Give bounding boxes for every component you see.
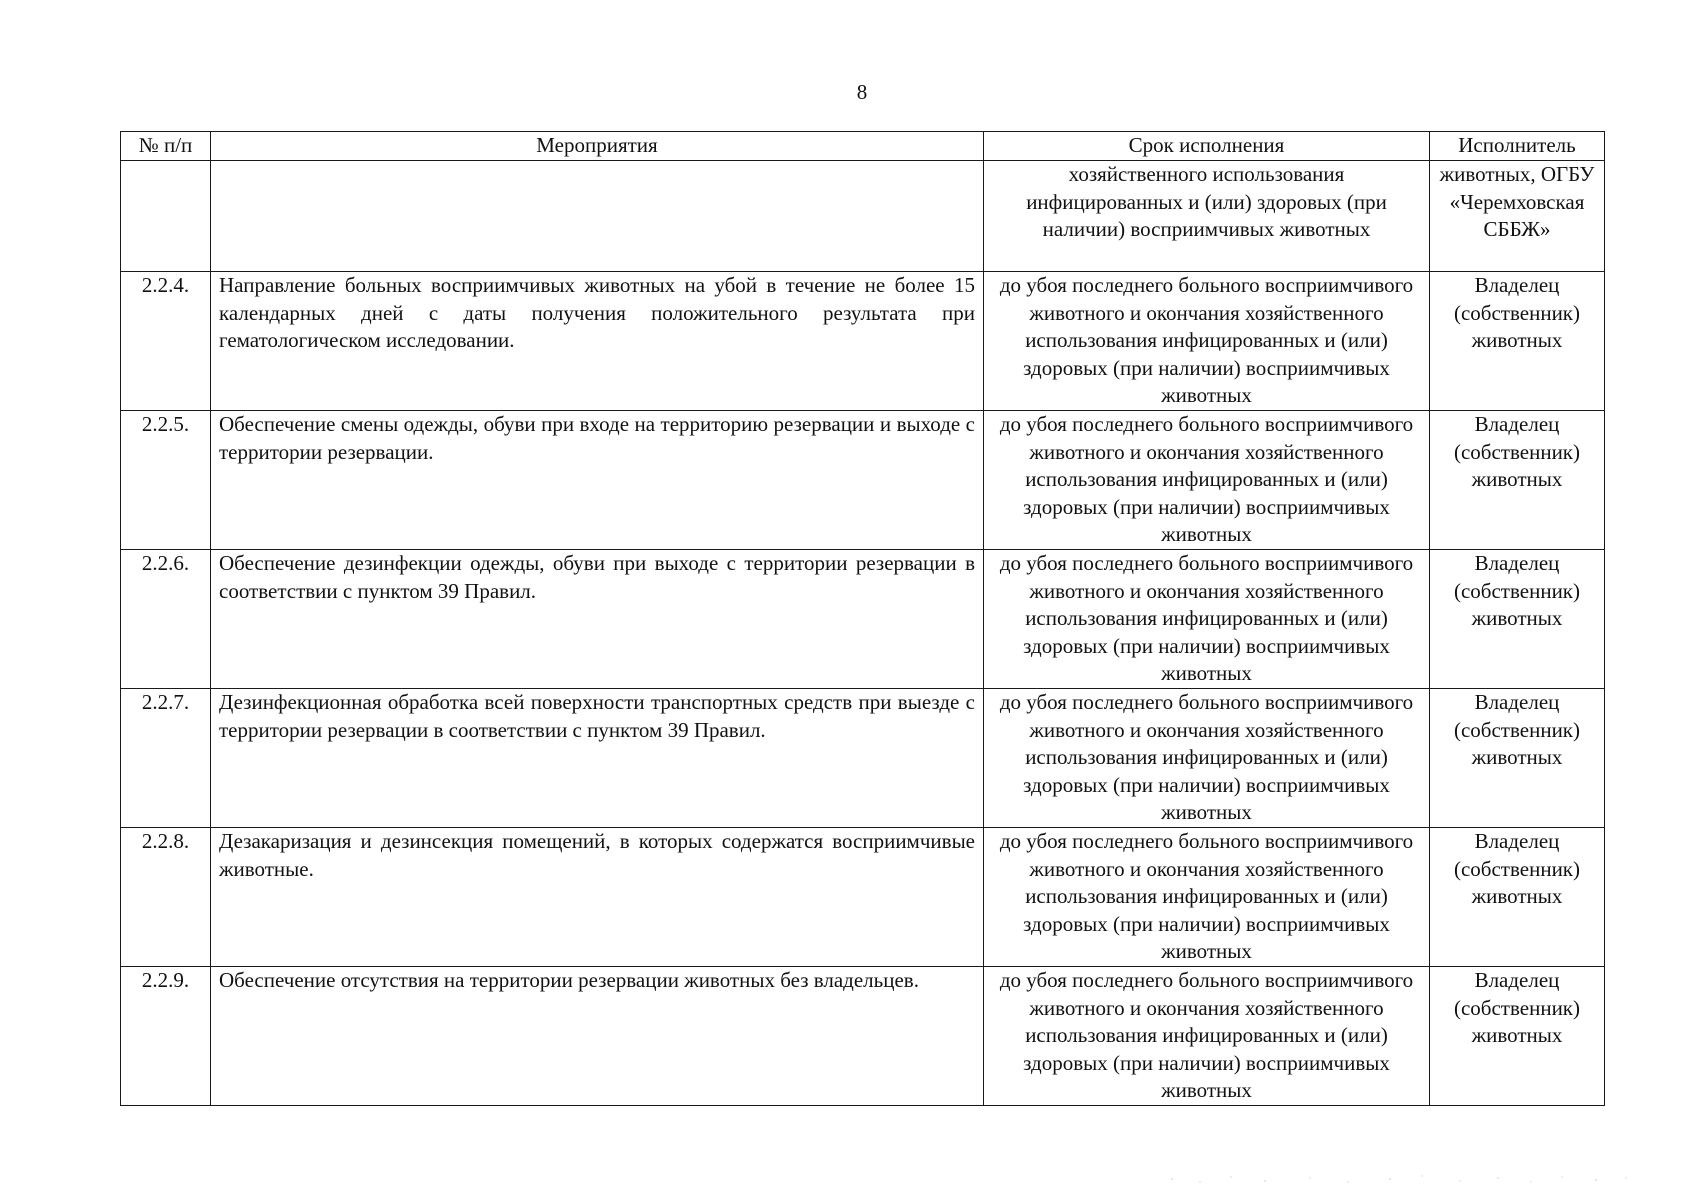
cell-num: 2.2.4. bbox=[121, 272, 211, 411]
activities-table bbox=[120, 131, 1605, 1106]
scan-noise bbox=[1160, 1170, 1640, 1188]
cell-term: до убоя последнего больного восприимчивого животного и окончания хозяйственного использования инфицированных и (или) здоровых (при наличии) восприимчивых животных bbox=[984, 689, 1430, 828]
cell-activity: Обеспечение смены одежды, обуви при входе на территорию резервации и выходе с территории резервации. bbox=[211, 411, 984, 550]
cell-executor: Владелец (собственник) животных bbox=[1430, 272, 1605, 411]
cell-executor: Владелец (собственник) животных bbox=[1430, 828, 1605, 967]
cell-num: 2.2.9. bbox=[121, 967, 211, 1106]
cell-activity: Дезинфекционная обработка всей поверхности транспортных средств при выезде с территории резервации в соответствии с пунктом 39 Правил. bbox=[211, 689, 984, 828]
table-row bbox=[121, 272, 1605, 411]
cell-num: 2.2.7. bbox=[121, 689, 211, 828]
cell-num: 2.2.8. bbox=[121, 828, 211, 967]
page-number: 8 bbox=[856, 80, 868, 104]
cell-term: до убоя последнего больного восприимчивого животного и окончания хозяйственного использования инфицированных и (или) здоровых (при наличии) восприимчивых животных bbox=[984, 272, 1430, 411]
cell-term: до убоя последнего больного восприимчивого животного и окончания хозяйственного использования инфицированных и (или) здоровых (при наличии) восприимчивых животных bbox=[984, 550, 1430, 689]
cell-term: хозяйственного использования инфицированных и (или) здоровых (при наличии) восприимчивых животных bbox=[984, 161, 1430, 272]
table-row bbox=[121, 828, 1605, 967]
cell-activity: Обеспечение дезинфекции одежды, обуви при выходе с территории резервации в соответствии с пунктом 39 Правил. bbox=[211, 550, 984, 689]
cell-term: до убоя последнего больного восприимчивого животного и окончания хозяйственного использования инфицированных и (или) здоровых (при наличии) восприимчивых животных bbox=[984, 411, 1430, 550]
cell-executor: Владелец (собственник) животных bbox=[1430, 689, 1605, 828]
cell-executor: Владелец (собственник) животных bbox=[1430, 411, 1605, 550]
header-activity: Мероприятия bbox=[211, 132, 984, 161]
table-header-row bbox=[121, 132, 1605, 161]
table-row-continuation bbox=[121, 161, 1605, 272]
cell-num: 2.2.5. bbox=[121, 411, 211, 550]
header-term: Срок исполнения bbox=[984, 132, 1430, 161]
cell-term: до убоя последнего больного восприимчивого животного и окончания хозяйственного использования инфицированных и (или) здоровых (при наличии) восприимчивых животных bbox=[984, 828, 1430, 967]
cell-activity: Направление больных восприимчивых животных на убой в течение не более 15 календарных дней с даты получения положительного результата при гематологическом исследовании. bbox=[211, 272, 984, 411]
cell-executor: Владелец (собственник) животных bbox=[1430, 550, 1605, 689]
header-executor: Исполнитель bbox=[1430, 132, 1605, 161]
cell-term: до убоя последнего больного восприимчивого животного и окончания хозяйственного использования инфицированных и (или) здоровых (при наличии) восприимчивых животных bbox=[984, 967, 1430, 1106]
header-num: № п/п bbox=[121, 132, 211, 161]
cell-activity bbox=[211, 161, 984, 272]
cell-activity: Обеспечение отсутствия на территории резервации животных без владельцев. bbox=[211, 967, 984, 1106]
cell-activity: Дезакаризация и дезинсекция помещений, в которых содержатся восприимчивые животные. bbox=[211, 828, 984, 967]
cell-executor: животных, ОГБУ «Черемховская СББЖ» bbox=[1430, 161, 1605, 272]
cell-num: 2.2.6. bbox=[121, 550, 211, 689]
table-row bbox=[121, 411, 1605, 550]
table-row bbox=[121, 967, 1605, 1106]
cell-executor: Владелец (собственник) животных bbox=[1430, 967, 1605, 1106]
table-row bbox=[121, 550, 1605, 689]
table-row bbox=[121, 689, 1605, 828]
cell-num bbox=[121, 161, 211, 272]
